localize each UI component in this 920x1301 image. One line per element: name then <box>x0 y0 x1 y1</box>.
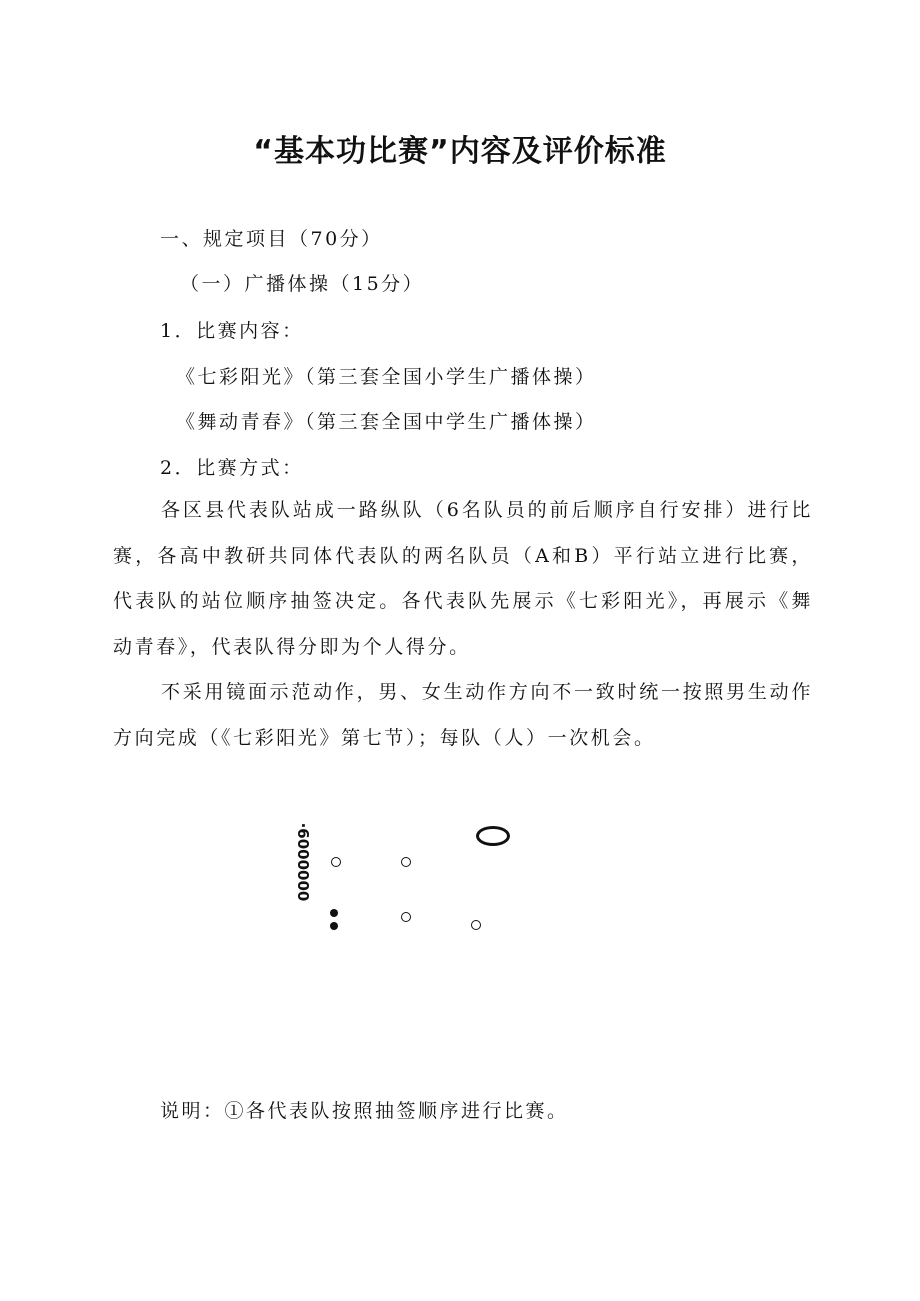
diagram-position-marker <box>401 857 411 867</box>
paragraph-demonstration-rules: 不采用镜面示范动作，男、女生动作方向不一致时统一按照男生动作方向完成（《七彩阳光》第七节）；每队（人）一次机会。 <box>113 681 813 749</box>
diagram-filled-marker <box>330 922 338 930</box>
item-competition-method: 2．比赛方式： <box>160 457 304 479</box>
note-explanation: 说明：①各代表队按照抽签顺序进行比赛。 <box>160 1100 569 1122</box>
page-title: “基本功比赛”内容及评价标准 <box>253 134 667 169</box>
diagram-filled-marker <box>330 909 338 917</box>
subsection-heading-radio-exercise: （一）广播体操（15分） <box>180 273 425 295</box>
content-line-wudong-qingchun: 《舞动青春》（第三套全国中学生广播体操） <box>176 411 597 433</box>
diagram-large-ring <box>476 826 510 846</box>
diagram-position-marker <box>471 920 481 930</box>
diagram-position-marker <box>401 912 411 922</box>
diagram-vertical-label: ·6000000 <box>294 822 312 902</box>
item-competition-content: 1．比赛内容： <box>160 320 304 342</box>
diagram-position-marker <box>331 857 341 867</box>
paragraph-competition-method: 各区县代表队站成一路纵队（6名队员的前后顺序自行安排）进行比赛，各高中教研共同体代表队的两名队员（A和B）平行站立进行比赛，代表队的站位顺序抽签决定。各代表队先展示《七彩阳光》，再展示《舞动青春》，代表队得分即为个人得分。 <box>113 499 813 658</box>
section-heading-regulated-items: 一、规定项目（70分） <box>160 228 383 250</box>
formation-diagram <box>280 810 540 950</box>
content-line-qicai-yangguang: 《七彩阳光》（第三套全国小学生广播体操） <box>176 366 597 388</box>
